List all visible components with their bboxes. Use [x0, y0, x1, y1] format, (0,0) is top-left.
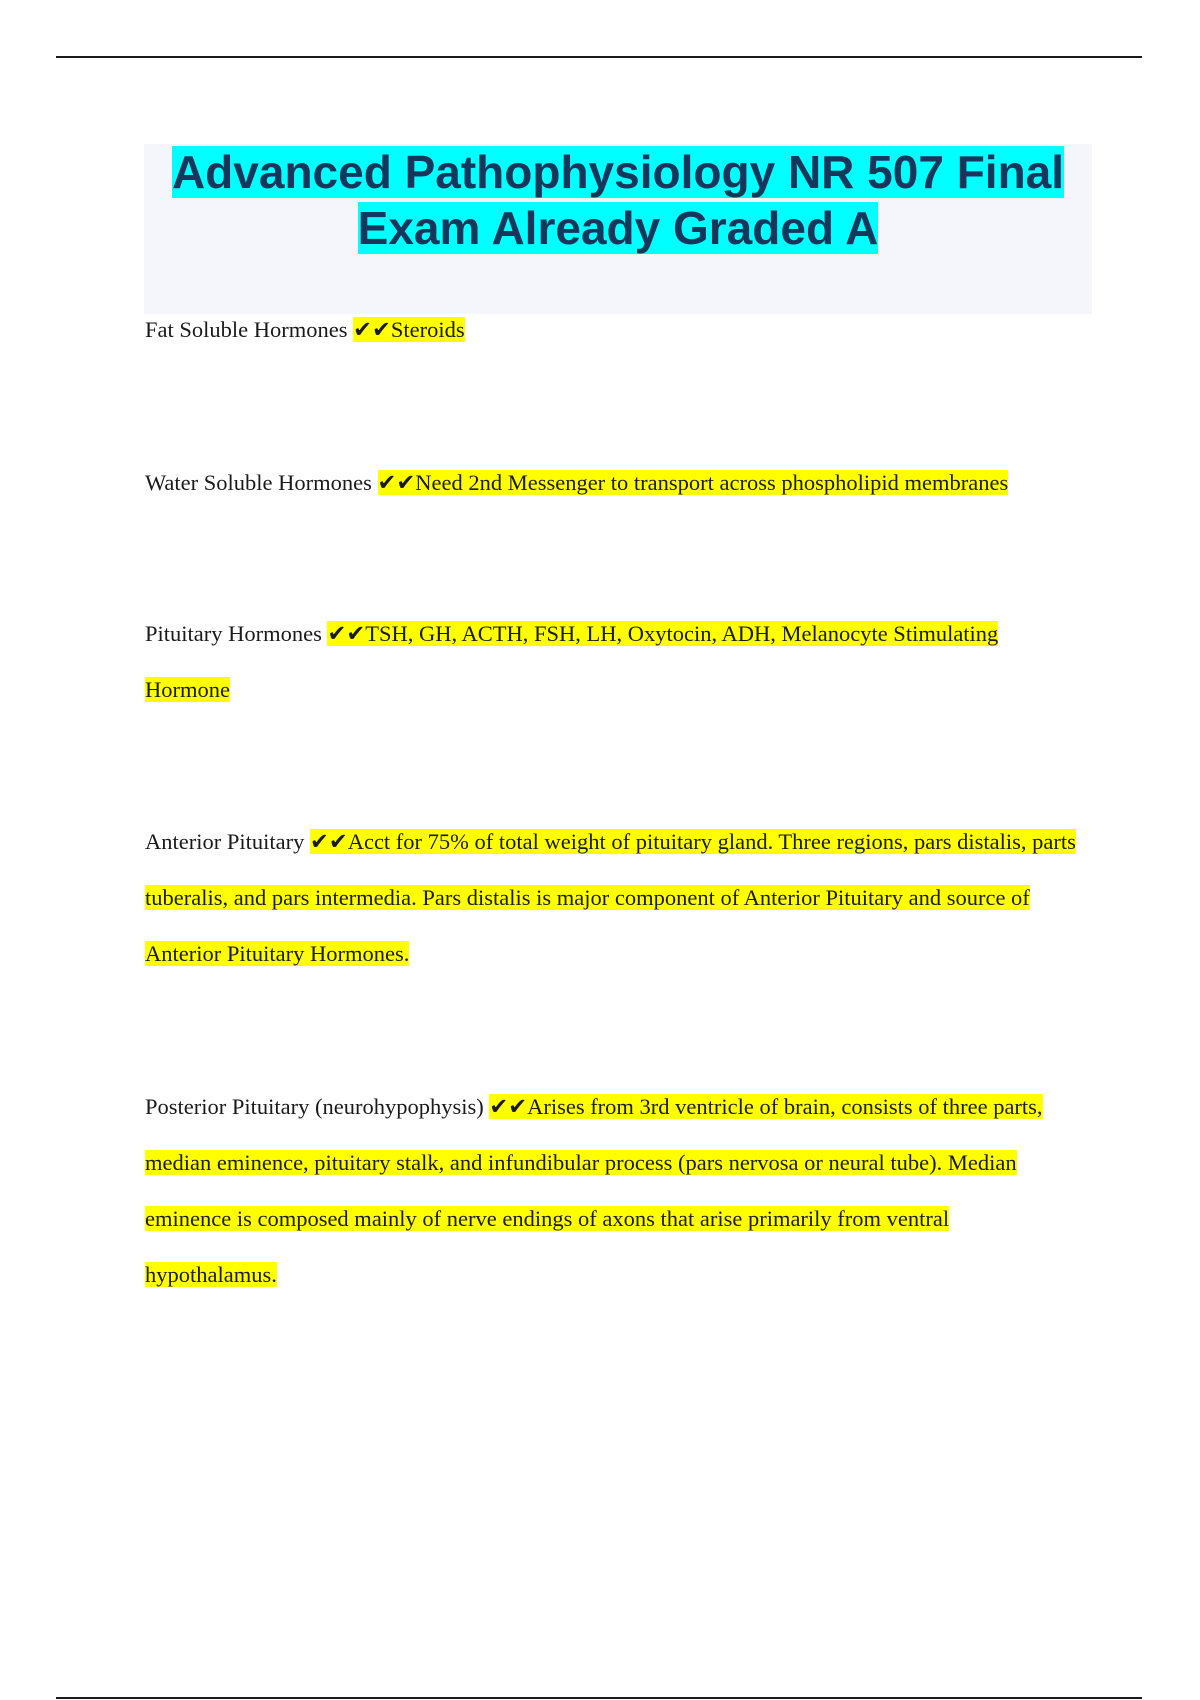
- qa-item: [145, 1079, 1085, 1303]
- answer-text: Arises from 3rd ventricle of brain, consists of three parts, median eminence, pituitary stalk, and infundibular process (pars nervosa or neural tube). Median eminence is composed mainly of nerve endings of axons that arise primarily from ventral hypothalamus.: [145, 1094, 1043, 1287]
- answer-text: Steroids: [390, 317, 465, 342]
- answer-highlight: [378, 470, 1009, 495]
- answer-text: Need 2nd Messenger to transport across phospholipid membranes: [415, 470, 1009, 495]
- term-label: Water Soluble Hormones: [145, 470, 372, 495]
- check-marks-icon: ✔✔: [327, 621, 366, 646]
- answer-highlight: [353, 317, 464, 342]
- qa-item: [145, 606, 1085, 718]
- answer-text: Acct for 75% of total weight of pituitary gland. Three regions, pars distalis, parts tuberalis, and pars intermedia. Pars distalis is major component of Anterior Pituitary and source of Anterior Pituitary Hormones.: [145, 829, 1076, 966]
- term-label: Posterior Pituitary (neurohypophysis): [145, 1094, 484, 1119]
- qa-item: [145, 302, 1085, 358]
- title-line-1: Advanced Pathophysiology NR 507 Final: [171, 146, 1065, 198]
- answer-highlight: [145, 1094, 1043, 1287]
- title-line-2: Exam Already Graded A: [357, 202, 879, 254]
- footer-rule: [56, 1697, 1142, 1699]
- check-marks-icon: ✔✔: [353, 317, 391, 342]
- document-title: [144, 144, 1092, 256]
- check-marks-icon: ✔✔: [377, 470, 416, 495]
- check-marks-icon: ✔✔: [489, 1094, 528, 1119]
- qa-item: [145, 455, 1085, 511]
- check-marks-icon: ✔✔: [309, 829, 348, 854]
- title-block: [144, 144, 1092, 314]
- term-label: Pituitary Hormones: [145, 621, 322, 646]
- qa-item: [145, 814, 1085, 982]
- header-rule: [56, 56, 1142, 58]
- term-label: Anterior Pituitary: [145, 829, 305, 854]
- term-label: Fat Soluble Hormones: [145, 317, 348, 342]
- answer-text: TSH, GH, ACTH, FSH, LH, Oxytocin, ADH, Melanocyte Stimulating Hormone: [145, 621, 999, 702]
